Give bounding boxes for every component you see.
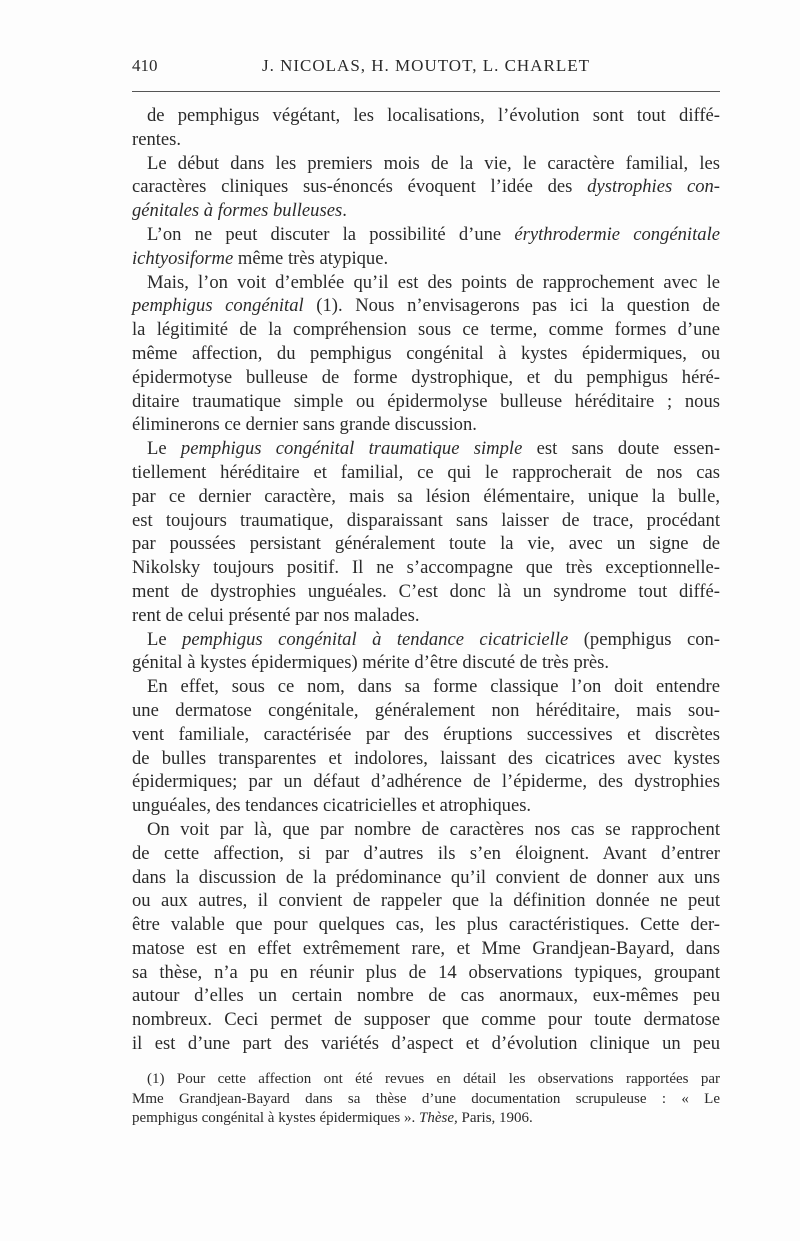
text-run: (1) Pour cette affection ont été revues en détail les observations rapportées par [147,1071,720,1087]
text-line [132,1032,720,1056]
text-run: tiellement héréditaire et familial, ce qui le rapprocherait de nos cas [132,461,720,483]
text-line [132,699,720,723]
italic-text: pemphigus congénital à tendance cicatricielle [182,628,569,650]
text-line [132,199,720,223]
text-line [132,770,720,794]
text-line [132,889,720,913]
text-line [132,628,720,652]
italic-text: dystrophies con- [587,176,721,198]
text-line [132,104,720,128]
footnotes [132,1070,720,1129]
text-line [132,913,720,937]
italic-text: érythrodermie congénitale [514,223,720,245]
text-run: caractères cliniques sus-énoncés évoquent l’idée des [132,176,588,198]
text-run: par poussées persistant généralement toute la vie, avec un signe de [132,533,720,555]
text-run: Le [147,438,181,460]
text-line [132,675,720,699]
italic-text: pemphigus congénital [132,295,304,317]
text-line [132,747,720,771]
text-line [132,651,720,675]
text-line [132,223,720,247]
text-run: épidermotyse bulleuse de forme dystrophique, et du pemphigus héré- [132,366,720,388]
text-run: nombreux. Ceci permet de supposer que comme pour toute dermatose [132,1009,720,1031]
page-header [132,56,720,80]
text-run: éliminerons ce dernier sans grande discussion. [132,414,477,436]
text-line [132,961,720,985]
text-run: Le [147,628,183,650]
text-run: une dermatose congénitale, généralement non héréditaire, mais sou- [132,699,720,721]
text-line [132,366,720,390]
text-run: vent familiale, caractérisée par des éruptions successives et discrètes [132,723,720,745]
text-line [132,532,720,556]
text-line [132,247,720,271]
text-line [132,866,720,890]
text-run: (pemphigus con- [568,628,721,650]
text-line [132,509,720,533]
page-number: 410 [132,56,158,75]
running-title: J. NICOLAS, H. MOUTOT, L. CHARLET [262,56,590,75]
text-run: dans la discussion de la prédominance qu’il convient de donner aux uns [132,866,720,888]
text-line [132,937,720,961]
text-line [132,342,720,366]
text-run: par ce dernier caractère, mais sa lésion élémentaire, unique la bulle, [132,485,720,507]
text-run: Mais, l’on voit d’emblée qu’il est des points de rapprochement avec le [147,271,720,293]
text-run: matose est en effet extrêmement rare, et Mme Grandjean-Bayard, dans [132,937,720,959]
footnote-line [132,1109,720,1129]
footnote-line [132,1070,720,1090]
text-line [132,152,720,176]
text-run: On voit par là, que par nombre de caractères nos cas se rapprochent [147,818,720,840]
text-line [132,294,720,318]
text-line [132,556,720,580]
italic-text: pemphigus congénital traumatique simple [180,438,523,460]
text-run: unguéales, des tendances cicatricielles et atrophiques. [132,795,532,817]
text-run: sa thèse, n’a pu en réunir plus de 14 observations typiques, groupant [132,961,720,983]
text-run: rent de celui présenté par nos malades. [132,604,420,626]
text-run: génital à kystes épidermiques) mérite d’être discuté de très près. [132,652,610,674]
text-run: L’on ne peut discuter la possibilité d’une [147,223,515,245]
text-run: rentes. [132,128,182,150]
text-run: Paris, 1906. [457,1110,533,1126]
text-run: épidermiques; par un défaut d’adhérence de l’épiderme, des dystrophies [132,771,720,793]
text-line [132,413,720,437]
text-line [132,794,720,818]
text-line [132,842,720,866]
text-run: ou aux autres, il convient de rappeler que la définition donnée ne peut [132,890,720,912]
text-line [132,604,720,628]
text-run: autour d’elles un certain nombre de cas anormaux, eux-mêmes peu [132,985,720,1007]
text-run: la légitimité de la compréhension sous ce terme, comme formes d’une [132,319,720,341]
text-run: . [342,200,347,222]
text-line [132,390,720,414]
text-line [132,984,720,1008]
text-run: pemphigus congénital à kystes épidermiques ». [132,1110,420,1126]
text-run: (1). Nous n’envisagerons pas ici la question de [303,295,721,317]
italic-text: génitales à formes bulleuses [132,200,343,222]
text-line [132,485,720,509]
text-run: Mme Grandjean-Bayard dans sa thèse d’une documentation scrupuleuse : « Le [132,1090,720,1107]
text-line [132,128,720,152]
text-run: même très atypique. [233,247,389,269]
text-line [132,175,720,199]
header-rule [132,91,720,92]
text-run: de pemphigus végétant, les localisations, l’évolution sont tout diffé- [147,105,720,126]
text-run: est toujours traumatique, disparaissant sans laisser de trace, procédant [132,509,720,531]
text-line [132,580,720,604]
text-run: de bulles transparentes et indolores, laissant des cicatrices avec kystes [132,747,720,769]
text-run: En effet, sous ce nom, dans sa forme classique l’on doit entendre [147,676,720,698]
text-run: il est d’une part des variétés d’aspect et d’évolution clinique un peu [132,1033,720,1055]
text-line [132,461,720,485]
text-run: ment de dystrophies unguéales. C’est donc là un syndrome tout diffé- [132,580,720,602]
text-run: est sans doute essen- [522,438,721,460]
text-run: être valable que pour quelques cas, les plus caractéristiques. Cette der- [132,914,720,936]
text-line [132,318,720,342]
footnote-line [132,1090,720,1110]
text-run: ditaire traumatique simple ou épidermolyse bulleuse héréditaire ; nous [132,390,720,412]
text-run: Le début dans les premiers mois de la vie, le caractère familial, les [147,152,720,174]
text-line [132,271,720,295]
text-run: même affection, du pemphigus congénital à kystes épidermiques, ou [132,342,720,364]
italic-text: ichtyosiforme [132,247,234,269]
text-line [132,818,720,842]
italic-text: Thèse, [419,1110,458,1126]
text-line [132,437,720,461]
text-line [132,1008,720,1032]
body-text [132,104,720,1056]
text-line [132,723,720,747]
text-run: de cette affection, si par d’autres ils s’en éloignent. Avant d’entrer [132,842,720,864]
text-run: Nikolsky toujours positif. Il ne s’accompagne que très exceptionnelle- [132,557,720,579]
